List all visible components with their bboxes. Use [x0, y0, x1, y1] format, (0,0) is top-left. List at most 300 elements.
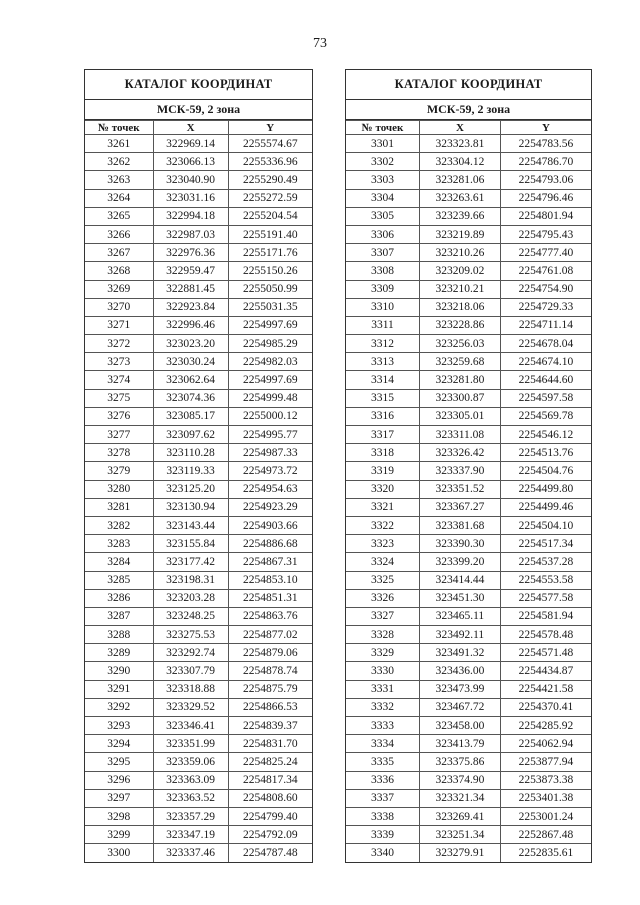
point-number-cell: 3310: [346, 298, 420, 316]
x-coordinate-cell: 323351.52: [420, 480, 501, 498]
column-header-x: X: [420, 121, 501, 135]
table-row: [346, 153, 591, 171]
point-number-cell: 3268: [85, 262, 153, 280]
point-number-cell: 3303: [346, 171, 420, 189]
x-coordinate-cell: 323177.42: [153, 553, 228, 571]
point-number-cell: 3316: [346, 407, 420, 425]
x-coordinate-cell: 323251.34: [420, 826, 501, 844]
column-header-point-number: № точек: [85, 121, 153, 135]
table-row: [85, 607, 312, 625]
point-number-cell: 3330: [346, 662, 420, 680]
y-coordinate-cell: 2254999.48: [228, 389, 312, 407]
table-row: [85, 626, 312, 644]
y-coordinate-cell: 2254825.24: [228, 753, 312, 771]
catalog-title: КАТАЛОГ КООРДИНАТ: [346, 70, 591, 100]
table-row: [85, 280, 312, 298]
y-coordinate-cell: 2252867.48: [500, 826, 591, 844]
x-coordinate-cell: 323023.20: [153, 335, 228, 353]
table-row: [346, 789, 591, 807]
x-coordinate-cell: 323467.72: [420, 698, 501, 716]
x-coordinate-cell: 323359.06: [153, 753, 228, 771]
y-coordinate-cell: 2254877.02: [228, 626, 312, 644]
point-number-cell: 3322: [346, 516, 420, 534]
y-coordinate-cell: 2254553.58: [500, 571, 591, 589]
point-number-cell: 3304: [346, 189, 420, 207]
y-coordinate-cell: 2254796.46: [500, 189, 591, 207]
point-number-cell: 3296: [85, 771, 153, 789]
y-coordinate-cell: 2254546.12: [500, 426, 591, 444]
x-coordinate-cell: 323367.27: [420, 498, 501, 516]
x-coordinate-cell: 322987.03: [153, 225, 228, 243]
table-row: [85, 516, 312, 534]
y-coordinate-cell: 2254786.70: [500, 153, 591, 171]
x-coordinate-cell: 323130.94: [153, 498, 228, 516]
table-row: [346, 753, 591, 771]
table-row: [346, 171, 591, 189]
y-coordinate-cell: 2254923.29: [228, 498, 312, 516]
table-row: [346, 607, 591, 625]
point-number-cell: 3301: [346, 135, 420, 153]
point-number-cell: 3323: [346, 535, 420, 553]
table-row: [85, 589, 312, 607]
point-number-cell: 3332: [346, 698, 420, 716]
x-coordinate-cell: 323390.30: [420, 535, 501, 553]
table-row: [346, 353, 591, 371]
table-row: [346, 189, 591, 207]
point-number-cell: 3274: [85, 371, 153, 389]
y-coordinate-cell: 2254597.58: [500, 389, 591, 407]
x-coordinate-cell: 323125.20: [153, 480, 228, 498]
y-coordinate-cell: 2254517.34: [500, 535, 591, 553]
column-header-x: X: [153, 121, 228, 135]
x-coordinate-cell: 323414.44: [420, 571, 501, 589]
y-coordinate-cell: 2255191.40: [228, 225, 312, 243]
point-number-cell: 3285: [85, 571, 153, 589]
y-coordinate-cell: 2254799.40: [228, 807, 312, 825]
y-coordinate-cell: 2254817.34: [228, 771, 312, 789]
table-row: [85, 571, 312, 589]
y-coordinate-cell: 2254875.79: [228, 680, 312, 698]
x-coordinate-cell: 323030.24: [153, 353, 228, 371]
table-row: [346, 335, 591, 353]
catalog-subtitle: МСК-59, 2 зона: [85, 100, 312, 120]
point-number-cell: 3314: [346, 371, 420, 389]
x-coordinate-cell: 323413.79: [420, 735, 501, 753]
catalog-subtitle: МСК-59, 2 зона: [346, 100, 591, 120]
point-number-cell: 3289: [85, 644, 153, 662]
y-coordinate-cell: 2255204.54: [228, 207, 312, 225]
y-coordinate-cell: 2254973.72: [228, 462, 312, 480]
point-number-cell: 3300: [85, 844, 153, 862]
page-number: 73: [313, 36, 327, 51]
x-coordinate-cell: 323281.06: [420, 171, 501, 189]
point-number-cell: 3320: [346, 480, 420, 498]
y-coordinate-cell: 2254985.29: [228, 335, 312, 353]
point-number-cell: 3295: [85, 753, 153, 771]
table-row: [85, 171, 312, 189]
table-row: [85, 717, 312, 735]
x-coordinate-cell: 323119.33: [153, 462, 228, 480]
table-row: [85, 207, 312, 225]
x-coordinate-cell: 323292.74: [153, 644, 228, 662]
point-number-cell: 3324: [346, 553, 420, 571]
point-number-cell: 3334: [346, 735, 420, 753]
x-coordinate-cell: 323110.28: [153, 444, 228, 462]
x-coordinate-cell: 322923.84: [153, 298, 228, 316]
table-row: [85, 553, 312, 571]
point-number-cell: 3291: [85, 680, 153, 698]
point-number-cell: 3275: [85, 389, 153, 407]
point-number-cell: 3293: [85, 717, 153, 735]
x-coordinate-cell: 323329.52: [153, 698, 228, 716]
table-row: [85, 789, 312, 807]
y-coordinate-cell: 2254878.74: [228, 662, 312, 680]
x-coordinate-cell: 322994.18: [153, 207, 228, 225]
column-header-y: Y: [228, 121, 312, 135]
y-coordinate-cell: 2254982.03: [228, 353, 312, 371]
x-coordinate-cell: 323491.32: [420, 644, 501, 662]
table-body: [346, 135, 591, 862]
coordinate-catalog-left: [84, 69, 313, 863]
point-number-cell: 3325: [346, 571, 420, 589]
x-coordinate-cell: 323074.36: [153, 389, 228, 407]
table-row: [85, 735, 312, 753]
table-row: [346, 498, 591, 516]
point-number-cell: 3277: [85, 426, 153, 444]
column-header-y: Y: [500, 121, 591, 135]
point-number-cell: 3271: [85, 316, 153, 334]
x-coordinate-cell: 323318.88: [153, 680, 228, 698]
point-number-cell: 3321: [346, 498, 420, 516]
point-number-cell: 3315: [346, 389, 420, 407]
point-number-cell: 3267: [85, 244, 153, 262]
point-number-cell: 3329: [346, 644, 420, 662]
table-header-row: [85, 121, 312, 135]
table-row: [85, 753, 312, 771]
x-coordinate-cell: 323062.64: [153, 371, 228, 389]
point-number-cell: 3331: [346, 680, 420, 698]
table-row: [85, 153, 312, 171]
x-coordinate-cell: 323143.44: [153, 516, 228, 534]
table-row: [85, 262, 312, 280]
y-coordinate-cell: 2254421.58: [500, 680, 591, 698]
table-row: [346, 407, 591, 425]
x-coordinate-cell: 323085.17: [153, 407, 228, 425]
y-coordinate-cell: 2254674.10: [500, 353, 591, 371]
x-coordinate-cell: 323357.29: [153, 807, 228, 825]
table-row: [346, 735, 591, 753]
point-number-cell: 3309: [346, 280, 420, 298]
point-number-cell: 3281: [85, 498, 153, 516]
y-coordinate-cell: 2254839.37: [228, 717, 312, 735]
table-body: [85, 135, 312, 862]
point-number-cell: 3308: [346, 262, 420, 280]
x-coordinate-cell: 323203.28: [153, 589, 228, 607]
y-coordinate-cell: 2255336.96: [228, 153, 312, 171]
y-coordinate-cell: 2255171.76: [228, 244, 312, 262]
point-number-cell: 3294: [85, 735, 153, 753]
table-row: [85, 644, 312, 662]
y-coordinate-cell: 2254954.63: [228, 480, 312, 498]
point-number-cell: 3263: [85, 171, 153, 189]
table-row: [85, 698, 312, 716]
y-coordinate-cell: 2255050.99: [228, 280, 312, 298]
y-coordinate-cell: 2254801.94: [500, 207, 591, 225]
point-number-cell: 3317: [346, 426, 420, 444]
table-row: [346, 262, 591, 280]
point-number-cell: 3292: [85, 698, 153, 716]
y-coordinate-cell: 2254504.10: [500, 516, 591, 534]
x-coordinate-cell: 322976.36: [153, 244, 228, 262]
y-coordinate-cell: 2254997.69: [228, 371, 312, 389]
point-number-cell: 3286: [85, 589, 153, 607]
x-coordinate-cell: 323473.99: [420, 680, 501, 698]
x-coordinate-cell: 323219.89: [420, 225, 501, 243]
x-coordinate-cell: 323351.99: [153, 735, 228, 753]
x-coordinate-cell: 323363.09: [153, 771, 228, 789]
point-number-cell: 3265: [85, 207, 153, 225]
y-coordinate-cell: 2254578.48: [500, 626, 591, 644]
x-coordinate-cell: 323269.41: [420, 807, 501, 825]
table-row: [85, 244, 312, 262]
table-row: [346, 207, 591, 225]
y-coordinate-cell: 2254711.14: [500, 316, 591, 334]
table-row: [346, 244, 591, 262]
point-number-cell: 3307: [346, 244, 420, 262]
point-number-cell: 3284: [85, 553, 153, 571]
y-coordinate-cell: 2254987.33: [228, 444, 312, 462]
y-coordinate-cell: 2253001.24: [500, 807, 591, 825]
x-coordinate-cell: 322881.45: [153, 280, 228, 298]
table-row: [346, 426, 591, 444]
x-coordinate-cell: 323155.84: [153, 535, 228, 553]
y-coordinate-cell: 2255150.26: [228, 262, 312, 280]
point-number-cell: 3272: [85, 335, 153, 353]
table-row: [346, 135, 591, 153]
y-coordinate-cell: 2254569.78: [500, 407, 591, 425]
y-coordinate-cell: 2252835.61: [500, 844, 591, 862]
x-coordinate-cell: 323323.81: [420, 135, 501, 153]
y-coordinate-cell: 2254793.06: [500, 171, 591, 189]
coordinate-catalog-right: [345, 69, 592, 863]
y-coordinate-cell: 2254504.76: [500, 462, 591, 480]
x-coordinate-cell: 323066.13: [153, 153, 228, 171]
point-number-cell: 3306: [346, 225, 420, 243]
y-coordinate-cell: 2254995.77: [228, 426, 312, 444]
table-header-row: [346, 121, 591, 135]
table-row: [85, 389, 312, 407]
y-coordinate-cell: 2253873.38: [500, 771, 591, 789]
x-coordinate-cell: 323436.00: [420, 662, 501, 680]
table-row: [346, 644, 591, 662]
y-coordinate-cell: 2254581.94: [500, 607, 591, 625]
table-row: [85, 407, 312, 425]
column-header-point-number: № точек: [346, 121, 420, 135]
x-coordinate-cell: 323097.62: [153, 426, 228, 444]
point-number-cell: 3312: [346, 335, 420, 353]
point-number-cell: 3318: [346, 444, 420, 462]
x-coordinate-cell: 323363.52: [153, 789, 228, 807]
x-coordinate-cell: 323307.79: [153, 662, 228, 680]
table-row: [346, 626, 591, 644]
x-coordinate-cell: 323209.02: [420, 262, 501, 280]
table-row: [346, 844, 591, 862]
x-coordinate-cell: 323239.66: [420, 207, 501, 225]
x-coordinate-cell: 323248.25: [153, 607, 228, 625]
table-row: [85, 771, 312, 789]
point-number-cell: 3311: [346, 316, 420, 334]
table-row: [346, 717, 591, 735]
table-row: [85, 135, 312, 153]
point-number-cell: 3340: [346, 844, 420, 862]
point-number-cell: 3264: [85, 189, 153, 207]
table-row: [85, 371, 312, 389]
y-coordinate-cell: 2254792.09: [228, 826, 312, 844]
table-row: [85, 826, 312, 844]
table-row: [85, 225, 312, 243]
x-coordinate-cell: 323337.46: [153, 844, 228, 862]
point-number-cell: 3290: [85, 662, 153, 680]
table-row: [346, 571, 591, 589]
x-coordinate-cell: 323275.53: [153, 626, 228, 644]
point-number-cell: 3302: [346, 153, 420, 171]
x-coordinate-cell: 323210.21: [420, 280, 501, 298]
x-coordinate-cell: 323228.86: [420, 316, 501, 334]
table-row: [346, 462, 591, 480]
y-coordinate-cell: 2254577.58: [500, 589, 591, 607]
y-coordinate-cell: 2254867.31: [228, 553, 312, 571]
table-row: [85, 353, 312, 371]
x-coordinate-cell: 323281.80: [420, 371, 501, 389]
x-coordinate-cell: 323374.90: [420, 771, 501, 789]
y-coordinate-cell: 2254903.66: [228, 516, 312, 534]
table-row: [346, 680, 591, 698]
x-coordinate-cell: 323305.01: [420, 407, 501, 425]
x-coordinate-cell: 323347.19: [153, 826, 228, 844]
x-coordinate-cell: 323451.30: [420, 589, 501, 607]
table-row: [346, 298, 591, 316]
point-number-cell: 3283: [85, 535, 153, 553]
x-coordinate-cell: 323279.91: [420, 844, 501, 862]
y-coordinate-cell: 2254851.31: [228, 589, 312, 607]
x-coordinate-cell: 323210.26: [420, 244, 501, 262]
x-coordinate-cell: 323031.16: [153, 189, 228, 207]
table-row: [85, 844, 312, 862]
point-number-cell: 3297: [85, 789, 153, 807]
y-coordinate-cell: 2254285.92: [500, 717, 591, 735]
y-coordinate-cell: 2254644.60: [500, 371, 591, 389]
table-row: [85, 189, 312, 207]
y-coordinate-cell: 2255031.35: [228, 298, 312, 316]
y-coordinate-cell: 2254853.10: [228, 571, 312, 589]
x-coordinate-cell: 323399.20: [420, 553, 501, 571]
y-coordinate-cell: 2254879.06: [228, 644, 312, 662]
table-row: [346, 698, 591, 716]
table-row: [346, 371, 591, 389]
point-number-cell: 3279: [85, 462, 153, 480]
table-row: [346, 589, 591, 607]
point-number-cell: 3338: [346, 807, 420, 825]
table-row: [85, 662, 312, 680]
point-number-cell: 3305: [346, 207, 420, 225]
table-row: [346, 662, 591, 680]
coordinate-table: [346, 120, 591, 862]
point-number-cell: 3280: [85, 480, 153, 498]
y-coordinate-cell: 2255000.12: [228, 407, 312, 425]
point-number-cell: 3298: [85, 807, 153, 825]
point-number-cell: 3319: [346, 462, 420, 480]
table-row: [85, 335, 312, 353]
x-coordinate-cell: 323198.31: [153, 571, 228, 589]
x-coordinate-cell: 323346.41: [153, 717, 228, 735]
point-number-cell: 3299: [85, 826, 153, 844]
x-coordinate-cell: 323300.87: [420, 389, 501, 407]
x-coordinate-cell: 322969.14: [153, 135, 228, 153]
point-number-cell: 3327: [346, 607, 420, 625]
y-coordinate-cell: 2254787.48: [228, 844, 312, 862]
y-coordinate-cell: 2254863.76: [228, 607, 312, 625]
y-coordinate-cell: 2254434.87: [500, 662, 591, 680]
catalog-title: КАТАЛОГ КООРДИНАТ: [85, 70, 312, 100]
table-row: [346, 535, 591, 553]
table-row: [85, 480, 312, 498]
x-coordinate-cell: 323375.86: [420, 753, 501, 771]
table-row: [85, 807, 312, 825]
table-row: [85, 298, 312, 316]
y-coordinate-cell: 2254537.28: [500, 553, 591, 571]
point-number-cell: 3335: [346, 753, 420, 771]
point-number-cell: 3266: [85, 225, 153, 243]
point-number-cell: 3288: [85, 626, 153, 644]
table-row: [85, 426, 312, 444]
coordinate-table: [85, 120, 312, 862]
y-coordinate-cell: 2254886.68: [228, 535, 312, 553]
y-coordinate-cell: 2254370.41: [500, 698, 591, 716]
table-row: [85, 535, 312, 553]
point-number-cell: 3276: [85, 407, 153, 425]
y-coordinate-cell: 2254866.53: [228, 698, 312, 716]
table-row: [85, 316, 312, 334]
point-number-cell: 3333: [346, 717, 420, 735]
y-coordinate-cell: 2254997.69: [228, 316, 312, 334]
y-coordinate-cell: 2254795.43: [500, 225, 591, 243]
y-coordinate-cell: 2254777.40: [500, 244, 591, 262]
x-coordinate-cell: 323263.61: [420, 189, 501, 207]
table-row: [346, 444, 591, 462]
x-coordinate-cell: 323381.68: [420, 516, 501, 534]
point-number-cell: 3273: [85, 353, 153, 371]
y-coordinate-cell: 2255272.59: [228, 189, 312, 207]
table-row: [85, 680, 312, 698]
table-row: [346, 280, 591, 298]
point-number-cell: 3339: [346, 826, 420, 844]
table-row: [346, 771, 591, 789]
point-number-cell: 3328: [346, 626, 420, 644]
y-coordinate-cell: 2254571.48: [500, 644, 591, 662]
x-coordinate-cell: 323259.68: [420, 353, 501, 371]
point-number-cell: 3278: [85, 444, 153, 462]
x-coordinate-cell: 323492.11: [420, 626, 501, 644]
table-row: [85, 462, 312, 480]
x-coordinate-cell: 323304.12: [420, 153, 501, 171]
y-coordinate-cell: 2254831.70: [228, 735, 312, 753]
table-row: [85, 498, 312, 516]
y-coordinate-cell: 2254783.56: [500, 135, 591, 153]
point-number-cell: 3262: [85, 153, 153, 171]
x-coordinate-cell: 323458.00: [420, 717, 501, 735]
x-coordinate-cell: 323465.11: [420, 607, 501, 625]
point-number-cell: 3326: [346, 589, 420, 607]
